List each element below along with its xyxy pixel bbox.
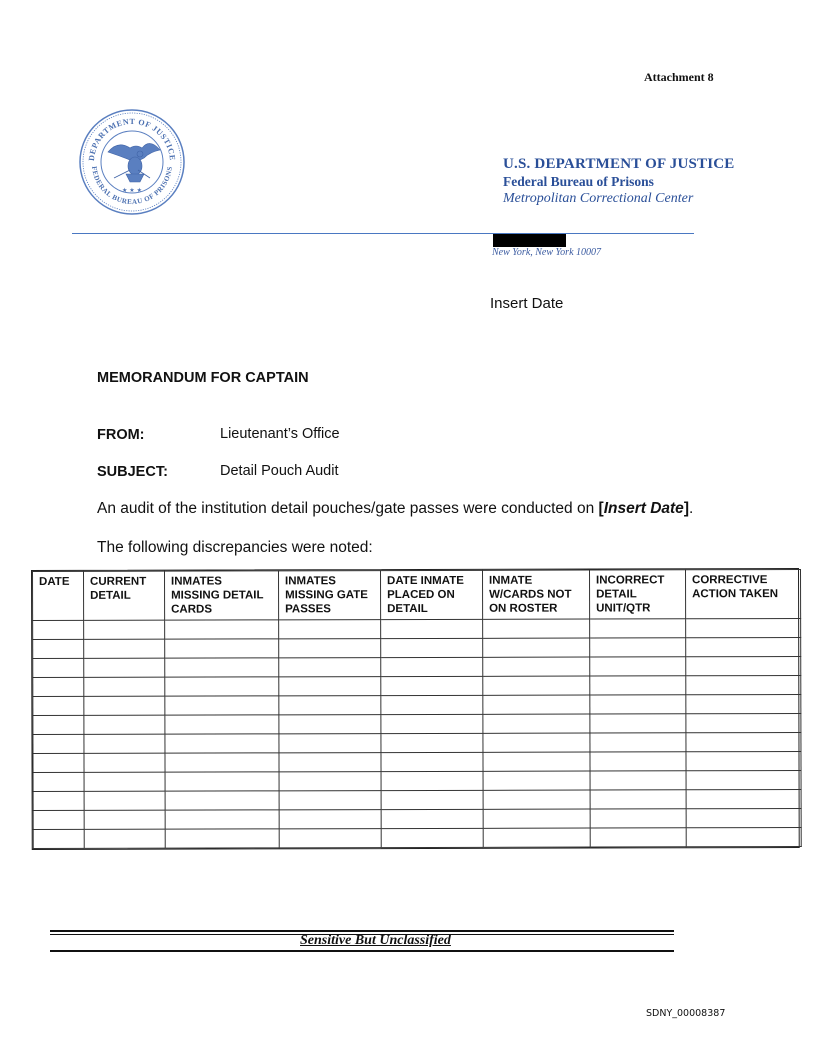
- bates-number: SDNY_00008387: [646, 1008, 726, 1019]
- table-cell: [33, 639, 84, 658]
- table-row: [33, 637, 801, 658]
- table-cell: [590, 657, 686, 676]
- table-cell: [165, 753, 279, 772]
- table-cell: [686, 637, 801, 656]
- table-cell: [381, 638, 483, 657]
- table-cell: [686, 808, 801, 827]
- table-row: [33, 618, 801, 639]
- table-row: [33, 770, 801, 791]
- table-cell: [483, 695, 590, 714]
- from-value: Lieutenant’s Office: [220, 426, 340, 442]
- facility-address: New York, New York 10007: [492, 247, 602, 258]
- facility-name: Metropolitan Correctional Center: [503, 191, 694, 206]
- audit-sentence: [97, 500, 693, 518]
- table-cell: [279, 810, 381, 829]
- table-cell: [84, 658, 165, 677]
- subject-label: SUBJECT:: [97, 464, 168, 480]
- table-cell: [686, 618, 801, 637]
- table-cell: [483, 619, 590, 638]
- table-cell: [590, 809, 686, 828]
- table-cell: [279, 658, 381, 677]
- audit-sentence-suffix: .: [688, 500, 694, 517]
- table-cell: [381, 790, 483, 809]
- audit-bracket-open: [: [598, 500, 604, 517]
- table-cell: [381, 828, 483, 847]
- table-cell: [279, 734, 381, 753]
- table-cell: [686, 789, 801, 808]
- table-cell: [590, 619, 686, 638]
- memo-title: MEMORANDUM FOR CAPTAIN: [97, 370, 309, 386]
- table-cell: [84, 639, 165, 658]
- table-cell: [483, 638, 590, 657]
- table-cell: [590, 638, 686, 657]
- table-row: [33, 694, 801, 715]
- table-cell: [279, 715, 381, 734]
- table-cell: [483, 752, 590, 771]
- col-header-incorrect-unit: INCORRECT DETAIL UNIT/QTR: [590, 570, 686, 619]
- discrepancies-intro: The following discrepancies were noted:: [97, 539, 373, 556]
- table-cell: [381, 676, 483, 695]
- table-cell: [381, 771, 483, 790]
- table-cell: [279, 772, 381, 791]
- table-cell: [165, 677, 279, 696]
- table-cell: [33, 696, 84, 715]
- table-cell: [165, 829, 279, 848]
- table-cell: [483, 809, 590, 828]
- table-cell: [483, 771, 590, 790]
- table-cell: [483, 714, 590, 733]
- table-row: [33, 713, 801, 734]
- table-cell: [381, 809, 483, 828]
- table-cell: [279, 753, 381, 772]
- table-cell: [279, 677, 381, 696]
- table-cell: [686, 713, 801, 732]
- letterhead: [503, 156, 735, 207]
- table-cell: [84, 620, 165, 639]
- table-cell: [381, 695, 483, 714]
- table-cell: [165, 791, 279, 810]
- table-cell: [279, 829, 381, 848]
- table-cell: [165, 639, 279, 658]
- table-row: [33, 751, 801, 772]
- table-cell: [686, 770, 801, 789]
- table-cell: [590, 771, 686, 790]
- table-cell: [33, 772, 84, 791]
- table-cell: [381, 752, 483, 771]
- table-cell: [84, 715, 165, 734]
- table-cell: [165, 620, 279, 639]
- table-cell: [381, 619, 483, 638]
- table-cell: [84, 829, 165, 848]
- table-cell: [590, 733, 686, 752]
- svg-text:★ ★ ★: ★ ★ ★: [122, 187, 142, 194]
- table-cell: [590, 752, 686, 771]
- table-cell: [33, 753, 84, 772]
- audit-date-placeholder: Insert Date: [603, 500, 684, 517]
- seal-text-bottom: FEDERAL BUREAU OF PRISONS: [90, 165, 174, 207]
- table-cell: [279, 696, 381, 715]
- attachment-label: Attachment 8: [644, 70, 714, 84]
- table-header-row: [33, 569, 801, 620]
- table-row: [33, 789, 801, 810]
- table-cell: [84, 677, 165, 696]
- table-cell: [686, 751, 801, 770]
- table-cell: [381, 714, 483, 733]
- table-cell: [33, 677, 84, 696]
- from-label: FROM:: [97, 427, 145, 443]
- table-cell: [33, 791, 84, 810]
- table-row: [33, 675, 801, 696]
- subject-value: Detail Pouch Audit: [220, 463, 339, 479]
- table-row: [33, 656, 801, 677]
- table-cell: [483, 790, 590, 809]
- table-cell: [165, 696, 279, 715]
- table-cell: [165, 715, 279, 734]
- department-name: U.S. DEPARTMENT OF JUSTICE: [503, 156, 735, 172]
- table-cell: [483, 733, 590, 752]
- table-cell: [84, 734, 165, 753]
- table-cell: [686, 656, 801, 675]
- col-header-missing-gate-passes: INMATES MISSING GATE PASSES: [279, 571, 381, 620]
- table-cell: [483, 676, 590, 695]
- table-row: [33, 808, 801, 829]
- table-cell: [84, 696, 165, 715]
- table-cell: [483, 657, 590, 676]
- table-cell: [165, 734, 279, 753]
- table-cell: [165, 810, 279, 829]
- table-cell: [483, 828, 590, 847]
- table-cell: [686, 694, 801, 713]
- memo-date: Insert Date: [490, 295, 564, 312]
- table-cell: [33, 810, 84, 829]
- table-cell: [84, 810, 165, 829]
- discrepancy-table: [31, 568, 800, 850]
- table-cell: [590, 676, 686, 695]
- letterhead-rule: [72, 233, 694, 234]
- col-header-corrective-action: CORRECTIVE ACTION TAKEN: [686, 569, 801, 618]
- table-cell: [590, 828, 686, 847]
- table-cell: [590, 695, 686, 714]
- doj-bop-seal: [78, 108, 186, 216]
- col-header-date-placed: DATE INMATE PLACED ON DETAIL: [381, 570, 483, 619]
- table-cell: [590, 714, 686, 733]
- table-cell: [686, 732, 801, 751]
- table-cell: [279, 791, 381, 810]
- table-cell: [84, 772, 165, 791]
- col-header-current-detail: CURRENT DETAIL: [84, 571, 165, 620]
- bureau-name: Federal Bureau of Prisons: [503, 174, 654, 189]
- table-cell: [33, 658, 84, 677]
- table-cell: [686, 675, 801, 694]
- redaction-bar: [493, 234, 566, 247]
- table-cell: [33, 734, 84, 753]
- table-body: [33, 618, 802, 848]
- table-cell: [33, 620, 84, 639]
- classification-footer: Sensitive But Unclassified: [300, 933, 451, 948]
- table-cell: [381, 657, 483, 676]
- table-cell: [33, 715, 84, 734]
- table-cell: [84, 753, 165, 772]
- col-header-missing-detail-cards: INMATES MISSING DETAIL CARDS: [165, 571, 279, 620]
- col-header-not-on-roster: INMATE W/CARDS NOT ON ROSTER: [483, 570, 590, 619]
- table-cell: [279, 639, 381, 658]
- table-cell: [84, 791, 165, 810]
- table-cell: [381, 733, 483, 752]
- table-cell: [165, 658, 279, 677]
- seal-text-top: DEPARTMENT OF JUSTICE: [86, 116, 178, 162]
- table-cell: [279, 620, 381, 639]
- audit-bracket-close: ]: [683, 500, 689, 517]
- col-header-date: DATE: [33, 571, 84, 620]
- table-row: [33, 827, 801, 848]
- table-row: [33, 732, 801, 753]
- table-cell: [165, 772, 279, 791]
- table-cell: [33, 829, 84, 848]
- table-cell: [590, 790, 686, 809]
- table-cell: [686, 827, 801, 846]
- audit-sentence-prefix: An audit of the institution detail pouches/gate passes were conducted on: [97, 500, 599, 517]
